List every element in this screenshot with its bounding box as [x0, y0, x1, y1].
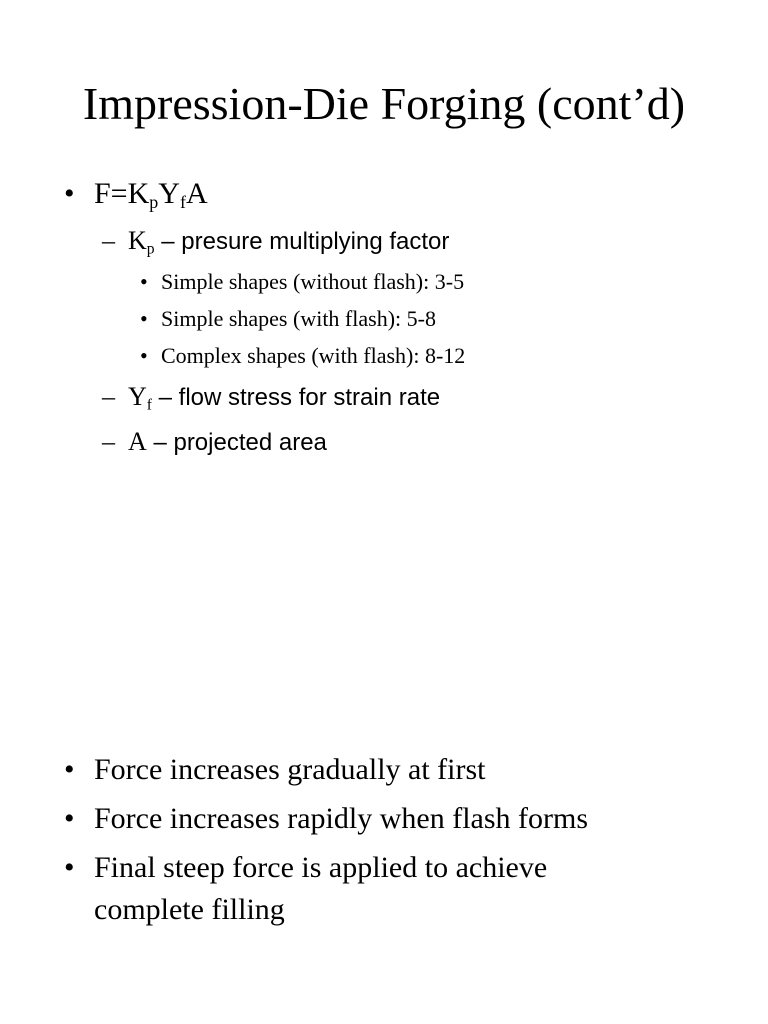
list-item — [140, 268, 700, 298]
list-item-text: Simple shapes (with flash): 5-8 — [161, 306, 436, 331]
formula-text: $F=K_pY_fA$ — [94, 177, 208, 213]
slide-title: Impression-Die Forging (cont’d) — [82, 78, 686, 129]
bullet-mark: • — [140, 306, 148, 331]
bullet-mark: • — [140, 343, 148, 368]
list-item — [64, 850, 744, 930]
formula-bullet — [64, 176, 704, 216]
kp-item-text: $K_p$ – presure multiplying factor — [128, 226, 450, 258]
list-item-text-continued: complete filling — [94, 893, 285, 926]
a-item — [102, 426, 702, 460]
list-item-text: Final steep force is applied to achieve — [94, 851, 548, 884]
list-item — [64, 752, 744, 792]
dash-mark: – — [102, 226, 115, 255]
bullet-mark: • — [64, 753, 75, 786]
list-item-text: Simple shapes (without flash): 3-5 — [161, 269, 465, 294]
list-item — [140, 342, 700, 372]
yf-item-text: $Y_f$ – flow stress for strain rate — [128, 382, 441, 414]
bullet-mark: • — [140, 269, 148, 294]
list-item-text: Complex shapes (with flash): 8-12 — [161, 343, 466, 368]
dash-mark: – — [102, 427, 115, 456]
bullet-mark: • — [64, 851, 75, 884]
list-item-text: Force increases gradually at first — [94, 753, 486, 786]
a-item-text: A – projected area — [128, 427, 327, 456]
list-item — [140, 305, 700, 335]
bullet-mark: • — [64, 802, 75, 835]
list-item — [64, 801, 744, 841]
bullet-mark: • — [64, 177, 75, 210]
dash-mark: – — [102, 382, 115, 411]
yf-item — [102, 381, 702, 415]
list-item-text: Force increases rapidly when flash forms — [94, 802, 589, 835]
kp-item — [102, 225, 702, 259]
